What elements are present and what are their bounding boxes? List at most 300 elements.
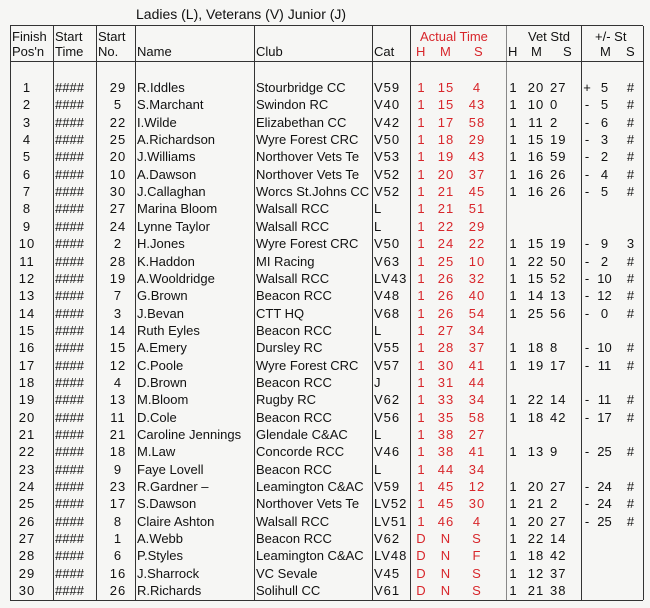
table-row [10, 409, 643, 426]
actual-minutes: 35 [437, 409, 455, 425]
club-name: Elizabethan CC [256, 114, 347, 130]
vet-std-seconds [550, 200, 580, 217]
category: V50 [374, 132, 401, 148]
diff-seconds: # [626, 184, 635, 200]
actual-minutes: 30 [437, 357, 455, 373]
category: V46 [374, 444, 401, 460]
start-time: #### [55, 166, 84, 182]
start-number: 8 [113, 513, 123, 529]
actual-hours: 1 [417, 97, 425, 113]
vet-std-hours: 1 [509, 548, 517, 564]
actual-seconds: 34 [468, 392, 486, 408]
rider-name: P.Styles [137, 548, 184, 564]
header-actual-time: Actual Time [420, 29, 488, 44]
start-time: #### [55, 218, 84, 234]
category: J [374, 374, 382, 390]
actual-seconds: 45 [468, 184, 486, 200]
table-row [10, 339, 643, 356]
start-number: 13 [109, 392, 127, 408]
diff-seconds: # [626, 149, 635, 165]
vet-std-hours: 1 [509, 409, 517, 425]
vet-std-hours: 1 [509, 166, 517, 182]
vet-std-hours: 1 [509, 288, 517, 304]
start-number: 25 [109, 132, 127, 148]
diff-seconds [618, 582, 643, 599]
diff-seconds: # [626, 340, 635, 356]
club-name: Concorde RCC [256, 444, 345, 460]
actual-minutes: 44 [437, 461, 455, 477]
club-name: VC Sevale [256, 565, 318, 581]
vet-std-seconds: 37 [550, 565, 567, 581]
club-name: Wyre Forest CRC [256, 357, 359, 373]
actual-minutes: 26 [437, 288, 455, 304]
actual-seconds: 54 [468, 305, 486, 321]
vet-std-minutes: 22 [527, 253, 545, 269]
vet-std-minutes: 16 [527, 184, 545, 200]
plus-minus-sign [582, 461, 592, 478]
diff-minutes: 24 [597, 496, 612, 512]
actual-seconds: 43 [468, 149, 486, 165]
actual-seconds: 43 [468, 97, 486, 113]
actual-seconds: 37 [468, 340, 486, 356]
club-name: Beacon RCC [256, 288, 332, 304]
finish-position: 22 [18, 444, 36, 460]
vet-std-seconds: 13 [550, 288, 567, 304]
actual-minutes: 27 [437, 322, 455, 338]
vet-std-minutes: 18 [527, 340, 545, 356]
finish-position: 27 [18, 531, 36, 547]
plus-minus-sign [582, 426, 592, 443]
vet-std-seconds: 27 [550, 513, 567, 529]
plus-minus-sign: - [584, 357, 590, 373]
actual-minutes: 38 [437, 444, 455, 460]
actual-hours: 1 [417, 374, 425, 390]
diff-minutes: 17 [597, 409, 612, 425]
category: V62 [374, 392, 401, 408]
start-number: 22 [109, 114, 127, 130]
plus-minus-sign [582, 322, 592, 339]
rider-name: I.Wilde [137, 114, 177, 130]
category: LV51 [374, 513, 408, 529]
actual-minutes: 20 [437, 166, 455, 182]
vet-std-minutes: 16 [527, 149, 545, 165]
finish-position: 21 [18, 427, 36, 442]
rider-name: Caroline Jennings [137, 427, 242, 442]
header-vet-h: H [508, 44, 518, 59]
vet-std-hours: 1 [509, 253, 517, 269]
actual-hours: 1 [417, 392, 425, 408]
actual-seconds: 12 [468, 479, 486, 495]
finish-position: 1 [22, 80, 32, 95]
start-time: #### [55, 288, 84, 304]
finish-position: 8 [22, 201, 32, 217]
header-name: Name [137, 44, 172, 59]
diff-minutes [592, 374, 617, 391]
actual-hours: 1 [417, 114, 425, 130]
start-number: 5 [113, 97, 123, 113]
start-time: #### [55, 461, 84, 477]
club-name: Glendale C&AC [256, 427, 348, 442]
vet-std-minutes: 15 [527, 236, 545, 252]
start-time: #### [55, 322, 84, 338]
vet-std-seconds: 14 [550, 392, 567, 408]
vet-std-hours [507, 200, 519, 217]
start-time: #### [55, 114, 84, 130]
actual-minutes: 45 [437, 479, 455, 495]
finish-position: 11 [19, 253, 35, 269]
club-name: Northover Vets Te [256, 166, 360, 182]
actual-seconds: S [472, 531, 482, 547]
start-number: 10 [109, 166, 127, 182]
start-time: #### [55, 149, 84, 165]
actual-hours: 1 [417, 427, 425, 442]
start-number: 27 [109, 201, 127, 217]
club-name: Walsall RCC [256, 218, 330, 234]
start-time: #### [55, 444, 84, 460]
start-number: 17 [109, 496, 127, 512]
start-number: 1 [113, 531, 123, 547]
finish-position: 12 [18, 270, 36, 286]
rider-name: A.Emery [137, 340, 187, 356]
actual-hours: 1 [417, 444, 425, 460]
actual-seconds: 30 [468, 496, 486, 512]
vet-std-hours [507, 426, 519, 443]
vet-std-minutes [524, 461, 548, 478]
vet-std-minutes: 10 [527, 97, 545, 113]
rider-name: J.Sharrock [137, 565, 200, 581]
rider-name: A.Dawson [137, 166, 197, 182]
actual-minutes: 15 [437, 80, 455, 95]
plus-minus-sign: - [584, 444, 590, 460]
diff-seconds: # [626, 253, 635, 269]
diff-seconds: # [626, 97, 635, 113]
diff-seconds: # [626, 305, 635, 321]
diff-minutes [592, 218, 617, 235]
vet-std-seconds: 2 [550, 114, 559, 130]
finish-position: 24 [18, 479, 36, 495]
club-name: Worcs St.Johns CC [256, 184, 370, 200]
vet-std-hours: 1 [509, 80, 517, 95]
plus-minus-sign [582, 200, 592, 217]
plus-minus-sign [582, 530, 592, 547]
start-number: 26 [109, 583, 127, 599]
actual-seconds: 51 [468, 201, 486, 217]
header-rule [10, 61, 643, 62]
start-time: #### [55, 565, 84, 581]
diff-minutes [592, 426, 617, 443]
rider-name: R.Gardner – [137, 479, 209, 495]
plus-minus-sign [582, 582, 592, 599]
table-row [10, 513, 643, 530]
finish-position: 28 [18, 548, 36, 564]
vet-std-seconds [550, 426, 580, 443]
start-time: #### [55, 583, 84, 599]
club-name: Wyre Forest CRC [256, 236, 359, 252]
rider-name: S.Dawson [137, 496, 197, 512]
actual-hours: 1 [417, 288, 425, 304]
diff-seconds [618, 200, 643, 217]
club-name: Beacon RCC [256, 531, 332, 547]
diff-seconds: # [626, 80, 635, 95]
table-row [10, 443, 643, 460]
header-finish-1: Finish [12, 29, 47, 44]
start-number: 12 [109, 357, 127, 373]
category: V59 [374, 80, 401, 95]
plus-minus-sign: - [584, 114, 590, 130]
actual-hours: D [416, 583, 426, 599]
vet-std-hours: 1 [509, 513, 517, 529]
diff-minutes [592, 530, 617, 547]
category: V55 [374, 340, 401, 356]
actual-seconds: 34 [468, 322, 486, 338]
actual-seconds: 58 [468, 114, 486, 130]
vet-std-hours: 1 [509, 340, 517, 356]
vet-std-hours: 1 [509, 305, 517, 321]
start-time: #### [55, 270, 84, 286]
category: V68 [374, 305, 401, 321]
diff-minutes [592, 322, 617, 339]
vet-std-hours: 1 [509, 236, 517, 252]
actual-minutes: 45 [437, 496, 455, 512]
actual-minutes: 38 [437, 427, 455, 442]
actual-seconds: 29 [468, 218, 486, 234]
vet-std-minutes: 22 [527, 392, 545, 408]
diff-seconds [618, 547, 643, 564]
start-number: 18 [109, 444, 127, 460]
table-row [10, 96, 643, 113]
vet-std-seconds: 8 [550, 340, 559, 356]
diff-minutes [592, 547, 617, 564]
start-time: #### [55, 184, 84, 200]
club-name: Beacon RCC [256, 374, 332, 390]
plus-minus-sign: - [584, 166, 590, 182]
start-time: #### [55, 409, 84, 425]
table-row [10, 287, 643, 304]
start-time: #### [55, 496, 84, 512]
vet-std-seconds [550, 322, 580, 339]
start-time: #### [55, 427, 84, 442]
vet-std-minutes: 13 [527, 444, 545, 460]
finish-position: 3 [22, 114, 32, 130]
actual-seconds: 41 [468, 357, 486, 373]
category: V45 [374, 565, 401, 581]
vet-std-minutes: 19 [527, 357, 545, 373]
table-row [10, 530, 643, 547]
vet-std-minutes [524, 200, 548, 217]
rider-name: S.Marchant [137, 97, 204, 113]
plus-minus-sign: - [584, 236, 590, 252]
header-diff-s: S [626, 44, 635, 59]
header-plusminus: +/- St [595, 29, 627, 44]
rider-name: C.Poole [137, 357, 184, 373]
table-row [10, 374, 643, 391]
plus-minus-sign: - [584, 513, 590, 529]
vet-std-hours: 1 [509, 149, 517, 165]
vet-std-seconds: 2 [550, 496, 559, 512]
header-start-no-1: Start [98, 29, 126, 44]
vet-std-seconds: 9 [550, 444, 559, 460]
actual-seconds: 4 [472, 513, 482, 529]
vet-std-seconds [550, 218, 580, 235]
rider-name: A.Richardson [137, 132, 216, 148]
category: V62 [374, 531, 401, 547]
header-finish-2: Pos'n [12, 44, 45, 59]
vet-std-minutes: 22 [527, 531, 545, 547]
actual-minutes: 17 [437, 114, 455, 130]
vet-std-seconds: 19 [550, 132, 567, 148]
vet-std-hours [507, 461, 519, 478]
diff-seconds [618, 461, 643, 478]
header-diff-m: M [600, 44, 611, 59]
actual-hours: 1 [417, 461, 425, 477]
plus-minus-sign: - [584, 479, 590, 495]
diff-minutes [592, 200, 617, 217]
plus-minus-sign: - [584, 132, 590, 148]
vet-std-hours: 1 [509, 392, 517, 408]
actual-hours: 1 [417, 166, 425, 182]
vet-std-seconds: 52 [550, 270, 567, 286]
vet-std-seconds: 27 [550, 479, 567, 495]
actual-seconds: F [472, 548, 482, 564]
finish-position: 7 [22, 184, 32, 200]
vet-std-seconds: 19 [550, 236, 567, 252]
club-name: Swindon RC [256, 97, 329, 113]
table-row [10, 200, 643, 217]
actual-seconds: 40 [468, 288, 486, 304]
club-name: Walsall RCC [256, 201, 330, 217]
diff-seconds: # [626, 409, 635, 425]
diff-seconds [618, 218, 643, 235]
actual-hours: 1 [417, 270, 425, 286]
plus-minus-sign: - [584, 97, 590, 113]
diff-minutes: 4 [600, 166, 609, 182]
actual-minutes: 33 [437, 392, 455, 408]
vet-std-minutes: 18 [527, 548, 545, 564]
start-time: #### [55, 479, 84, 495]
actual-hours: D [416, 565, 426, 581]
club-name: CTT HQ [256, 305, 305, 321]
category: V40 [374, 97, 401, 113]
vet-std-minutes: 11 [528, 114, 544, 130]
diff-minutes: 10 [597, 340, 612, 356]
table-row [10, 357, 643, 374]
plus-minus-sign: - [584, 270, 590, 286]
plus-minus-sign: - [584, 496, 590, 512]
diff-minutes: 5 [600, 184, 609, 200]
diff-minutes: 5 [600, 97, 609, 113]
vet-std-hours: 1 [509, 357, 517, 373]
header-actual-m: M [440, 44, 451, 59]
header-vet-m: M [531, 44, 542, 59]
category: V52 [374, 166, 401, 182]
rider-name: Ruth Eyles [137, 322, 200, 338]
actual-seconds: 37 [468, 166, 486, 182]
vet-std-hours [507, 322, 519, 339]
category: L [374, 218, 383, 234]
rider-name: Faye Lovell [137, 461, 204, 477]
table-row [10, 235, 643, 252]
actual-minutes: 21 [437, 201, 455, 217]
start-number: 7 [113, 288, 123, 304]
vet-std-seconds [550, 374, 580, 391]
plus-minus-sign: - [584, 149, 590, 165]
vet-std-minutes [524, 426, 548, 443]
actual-seconds: 41 [468, 444, 486, 460]
header-actual-h: H [416, 44, 426, 59]
diff-minutes [592, 565, 617, 582]
start-number: 11 [110, 409, 126, 425]
actual-hours: 1 [417, 513, 425, 529]
rider-name: M.Bloom [137, 392, 189, 408]
vet-std-hours: 1 [509, 565, 517, 581]
start-time: #### [55, 253, 84, 269]
plus-minus-sign: - [584, 253, 590, 269]
table-row [10, 391, 643, 408]
club-name: Northover Vets Te [256, 496, 360, 512]
start-number: 24 [109, 218, 127, 234]
vet-std-minutes: 20 [527, 80, 545, 95]
start-number: 19 [109, 270, 127, 286]
rider-name: K.Haddon [137, 253, 195, 269]
club-name: Solihull CC [256, 583, 321, 599]
start-time: #### [55, 305, 84, 321]
rider-name: D.Cole [137, 409, 177, 425]
start-number: 23 [109, 479, 127, 495]
vet-std-minutes: 14 [527, 288, 545, 304]
actual-seconds: 32 [468, 270, 486, 286]
actual-minutes: 31 [437, 374, 455, 390]
finish-position: 9 [22, 218, 32, 234]
actual-hours: 1 [417, 357, 425, 373]
actual-minutes: N [440, 531, 452, 547]
vet-std-minutes [524, 218, 548, 235]
start-number: 30 [109, 184, 127, 200]
finish-position: 19 [18, 392, 36, 408]
actual-seconds: 34 [468, 461, 486, 477]
finish-position: 14 [18, 305, 36, 321]
actual-hours: 1 [417, 201, 425, 217]
actual-minutes: 28 [437, 340, 455, 356]
start-time: #### [55, 513, 84, 529]
finish-position: 13 [18, 288, 36, 304]
club-name: Wyre Forest CRC [256, 132, 359, 148]
table-row [10, 183, 643, 200]
finish-position: 29 [18, 565, 36, 581]
table-row [10, 565, 643, 582]
category: LV43 [374, 270, 408, 286]
sheet-caption: Ladies (L), Veterans (V) Junior (J) [136, 6, 347, 22]
actual-seconds: 58 [468, 409, 486, 425]
club-name: Leamington C&AC [256, 548, 364, 564]
start-number: 20 [109, 149, 127, 165]
actual-seconds: 22 [468, 236, 486, 252]
finish-position: 26 [18, 513, 36, 529]
finish-position: 5 [22, 149, 32, 165]
club-name: Rugby RC [256, 392, 316, 408]
vet-std-minutes: 15 [527, 132, 545, 148]
table-row [10, 478, 643, 495]
vet-std-seconds [550, 461, 580, 478]
diff-seconds: # [626, 496, 635, 512]
vet-std-minutes: 16 [527, 166, 545, 182]
actual-minutes: 26 [437, 270, 455, 286]
category: LV48 [374, 548, 408, 564]
header-vet-std: Vet Std [528, 29, 570, 44]
club-name: Beacon RCC [256, 322, 332, 338]
vet-std-minutes: 18 [527, 409, 545, 425]
diff-seconds [618, 426, 643, 443]
actual-minutes: N [440, 583, 452, 599]
